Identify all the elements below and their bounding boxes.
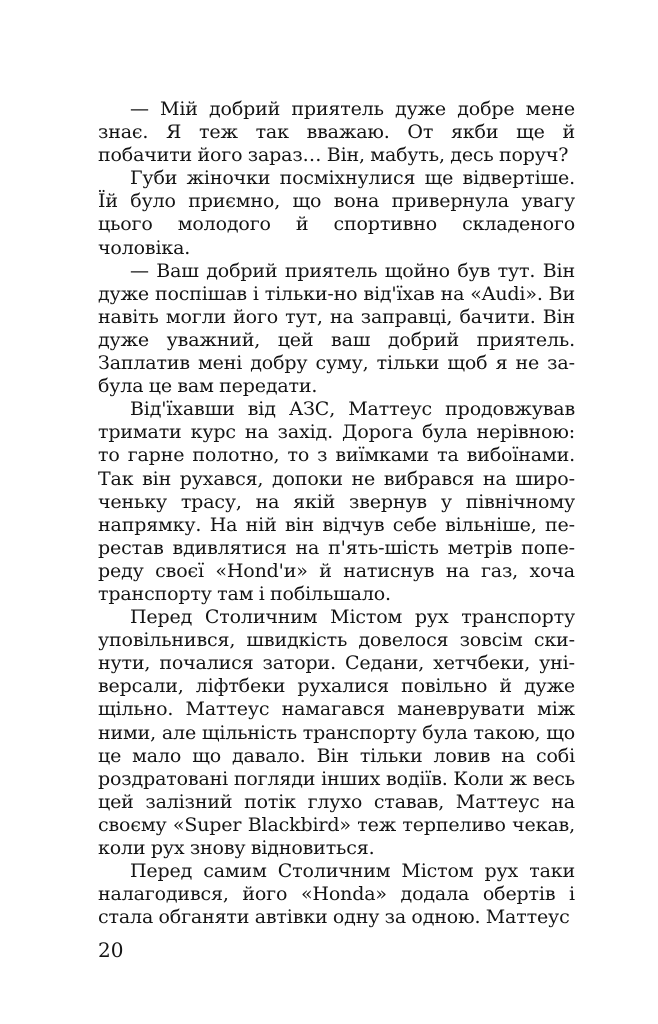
paragraph: — Ваш добрий приятель щойно був тут. Він дуже поспішав і тільки-но від'їхав на «Audi». Ви навіть могли його тут, на заправці, бачити. Він дуже уважний, цей ваш добрий приятель. Заплатив мені добру суму, тільки щоб я не забула це вам передати. xyxy=(98,259,575,398)
body-text xyxy=(98,98,575,929)
paragraph: Перед самим Столичним Містом рух таки налагодився, його «Honda» додала обертів і стала обганяти автівки одну за одною. Маттеус xyxy=(98,860,575,929)
book-page xyxy=(98,98,575,929)
paragraph: — Мій добрий приятель дуже добре мене знає. Я теж так вважаю. От якби ще й побачити його зараз… Він, мабуть, десь поруч? xyxy=(98,98,575,167)
paragraph: Перед Столичним Містом рух транспорту уповільнився, швидкість довелося зовсім скинути, почалися затори. Седани, хетчбеки, універсали, ліфтбеки рухалися повільно й дуже щільно. Маттеус намагався маневрувати між ними, але щільність транспорту була такою, що це мало що давало. Він тільки ловив на собі роздратовані погляди інших водіїв. Коли ж весь цей залізний потік глухо ставав, Маттеус на своєму «Super Blackbird» теж терпеливо чекав, коли рух знову відновиться. xyxy=(98,606,575,859)
paragraph: Губи жіночки посміхнулися ще відвертіше. Їй було приємно, що вона привернула увагу цього молодого й спортивно складеного чоловіка. xyxy=(98,167,575,259)
paragraph: Від'їхавши від АЗС, Маттеус продовжував тримати курс на захід. Дорога була нерівною: то гарне полотно, то з виїмками та вибоїнами. Так він рухався, допоки не вибрався на широченьку трасу, на якій звернув у північному напрямку. На ній він відчув себе вільніше, перестав вдивлятися на п'ять-шість метрів попереду своєї «Hond'и» й натиснув на газ, хоча транспорту там і побільшало. xyxy=(98,398,575,605)
page-number: 20 xyxy=(98,938,124,962)
